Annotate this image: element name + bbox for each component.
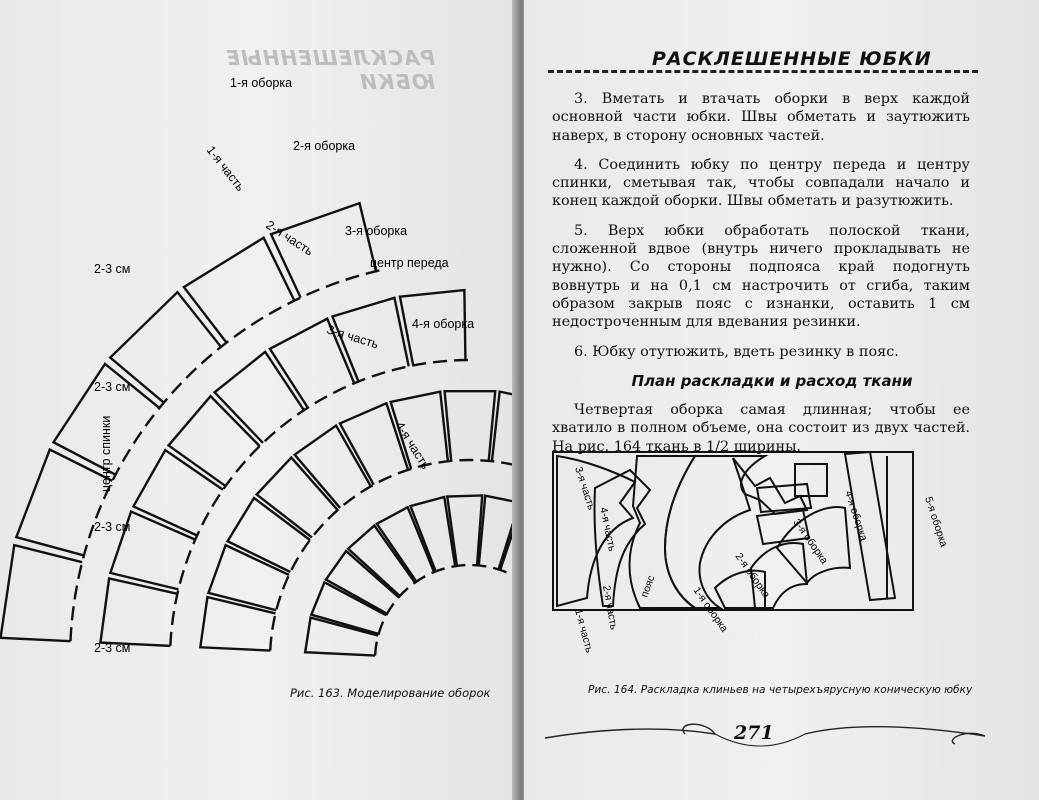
layout-paragraph: Четвертая оборка самая длинная; чтобы ее хватило в полном объеме, она состоит из двух частей. На рис. 164 ткань в 1/2 ширины. — [552, 402, 970, 455]
flounce-segment — [295, 426, 371, 508]
header-rule — [548, 70, 978, 73]
layout-label-flounce-4: 4-я оборка — [842, 489, 870, 543]
label-part-3: 3-я часть — [325, 322, 381, 352]
flounce-segment — [215, 352, 304, 443]
flounce-segment — [200, 597, 275, 650]
label-allowance-3: 2-3 см — [94, 520, 131, 534]
label-part-2: 2-я часть — [263, 217, 316, 259]
flounce-segment — [169, 396, 260, 486]
seam-line — [375, 565, 518, 656]
label-part-1: 1-я часть — [203, 143, 248, 194]
layout-label-flounce-5: 5-я оборка — [922, 495, 950, 549]
label-flounce-3: 3-я оборка — [345, 224, 408, 238]
label-center-back: центр спинки — [99, 415, 113, 492]
left-page — [0, 0, 518, 800]
layout-figure — [545, 448, 1015, 678]
flounce-modeling-figure — [0, 0, 518, 720]
flounce-segment — [1, 545, 83, 641]
layout-label-flounce-1: 1-я оборка — [690, 584, 731, 635]
label-part-4: 4-я часть — [392, 419, 433, 472]
step-5: 5. Верх юбки обработать полоской ткани, сложенной вдвое (внутрь ничего прокладывать не нужно). Со стороны подпояса край подогнуть вовнутрь и на 0,1 см настрочить от сгиба, таким образом закрыв пояс с изнанки, оставить 1 см недостроченным для вдевания резинки. — [552, 222, 970, 331]
instructions-text — [552, 90, 970, 467]
section-title: План раскладки и расход ткани — [631, 371, 913, 390]
label-flounce-2: 2-я оборка — [293, 139, 356, 153]
label-allowance-1: 2-3 см — [94, 262, 131, 276]
running-header: РАСКЛЕШЕННЫЕ ЮБКИ — [652, 48, 932, 70]
flounce-segment — [257, 458, 338, 538]
step-6: 6. Юбку отутюжить, вдеть резинку в пояс. — [574, 343, 899, 360]
layout-label-3part: 3-я часть — [572, 465, 598, 512]
layout-label-4part: 4-я часть — [597, 506, 619, 553]
label-flounce-4: 4-я оборка — [412, 317, 475, 331]
flounce-segment — [100, 578, 177, 645]
layout-label-flounce-3: 3-я оборка — [790, 516, 831, 567]
label-allowance-4: 2-3 см — [94, 641, 131, 655]
label-flounce-1: 1-я оборка — [230, 76, 293, 90]
layout-label-2part: 2-я часть — [600, 584, 620, 631]
flounce-segment — [133, 450, 223, 535]
layout-label-flounce-2: 2-я оборка — [732, 550, 773, 601]
step-4: 4. Соединить юбку по центру переда и центру спинки, сметывая так, чтобы совпадали начало и конец каждой оборки. Швы обметать и разутюжить. — [552, 156, 970, 210]
page-number: 271 — [734, 722, 774, 744]
flounce-segment — [184, 238, 294, 343]
label-allowance-2: 2-3 см — [94, 380, 131, 394]
flounce-segment — [445, 391, 496, 461]
layout-label-1part: 1-я часть — [572, 607, 596, 655]
label-center-front: центр переда — [370, 256, 449, 270]
figure-163-caption: Рис. 163. Моделирование оборок — [290, 686, 491, 700]
figure-164-caption: Рис. 164. Раскладка клиньев на четырехъярусную коническую юбку — [588, 684, 973, 696]
step-3: 3. Вметать и втачать оборки в верх каждой основной части юбки. Швы обметать и заутюжить наверх, в сторону основных частей. — [552, 91, 970, 144]
ghost-header: РАСКЛЕШЕННЫЕ ЮБКИ — [225, 46, 435, 94]
layout-label-belt: пояс — [638, 573, 658, 600]
